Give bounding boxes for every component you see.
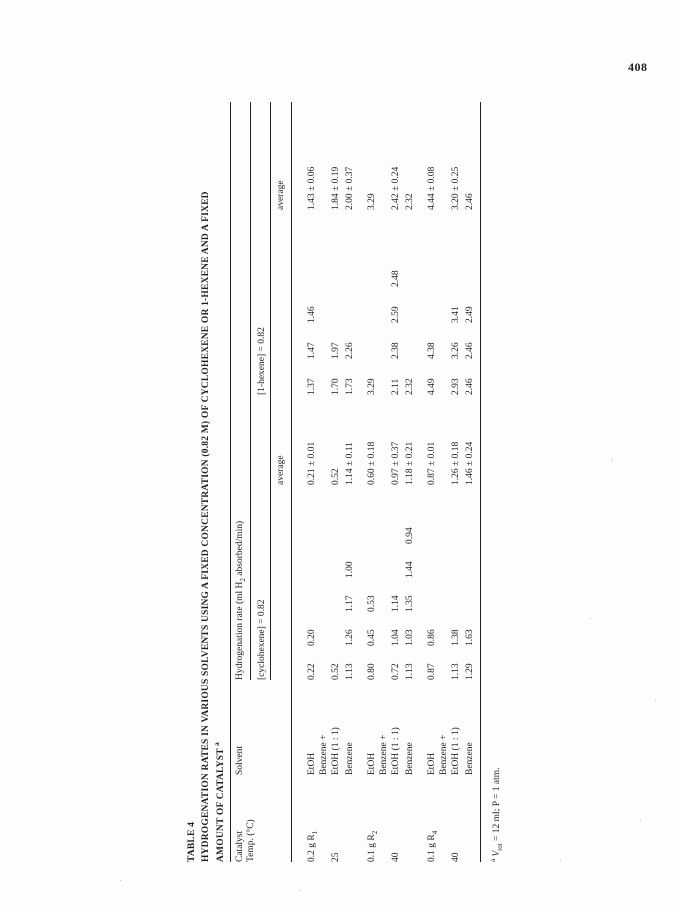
table-cell: 1.37 (307, 378, 317, 395)
bottom-rule (480, 102, 481, 862)
table-cell: 25 (331, 852, 341, 862)
table-cell: 1.26 ± 0.18 (451, 441, 461, 485)
table-cell: 0.22 (307, 663, 317, 680)
table-footnote: $^a$ $V_{tot} = 12$ ml; P = 1 atm. (489, 767, 505, 862)
table-cell: EtOH (307, 752, 317, 775)
table-cell: 1.44 (405, 561, 415, 578)
table-cell: EtOH (1 : 1) (331, 727, 341, 775)
table-cell: 2.00 ± 0.37 (345, 166, 355, 210)
table-cell: 2.38 (391, 342, 401, 359)
table-cell: 1.73 (345, 378, 355, 395)
table-cell: 0.52 (331, 468, 341, 485)
table-cell: 2.59 (391, 306, 401, 323)
col-catalyst: Catalyst (235, 830, 245, 862)
page-number: 408 (628, 60, 648, 74)
table-cell: 1.70 (331, 378, 341, 395)
col-solvent: Solvent (235, 745, 245, 775)
table-cell: 40 (451, 852, 461, 862)
table-cell: 3.29 (367, 378, 377, 395)
col-temp: Temp. (°C) (246, 819, 256, 862)
table-cell: 0.72 (391, 663, 401, 680)
table-cell: 3.41 (451, 306, 461, 323)
table-cell: 0.52 (331, 663, 341, 680)
table-cell: 0.80 (367, 663, 377, 680)
table-cell: 1.35 (405, 595, 415, 612)
table-cell: EtOH (427, 752, 437, 775)
table-cell: 1.46 (307, 306, 317, 323)
table-cell: 1.46 ± 0.24 (465, 441, 475, 485)
table-cell: 2.42 ± 0.24 (391, 166, 401, 210)
table-cell: 2.46 (465, 342, 475, 359)
table-cell: 2.46 (465, 378, 475, 395)
table-cell: 0.1 g $R_2$ (367, 830, 379, 862)
table-cell: 1.18 ± 0.21 (405, 441, 415, 485)
table-cell: Benzene (345, 742, 355, 775)
table-cell: 3.20 ± 0.25 (451, 166, 461, 210)
rotated-table (180, 100, 510, 870)
table-cell: 0.87 (427, 663, 437, 680)
table-cell: 4.49 (427, 378, 437, 395)
avg-hexene-header: average (276, 180, 286, 210)
table-cell: Benzene + (319, 734, 329, 775)
table-cell: 2.11 (391, 378, 401, 395)
table-cell: 0.97 ± 0.37 (391, 441, 401, 485)
table-cell: EtOH (367, 752, 377, 775)
group-hexene: [1-hexene] = 0.82 (257, 327, 267, 395)
table-cell: 2.93 (451, 378, 461, 395)
table-cell: 0.1 g $R_4$ (427, 830, 439, 862)
table-cell: 1.00 (345, 561, 355, 578)
table-cell: Benzene + (379, 734, 389, 775)
table-cell: 0.60 ± 0.18 (367, 441, 377, 485)
table-title-line1: HYDROGENATION RATES IN VARIOUS SOLVENTS USING A FIXED CONCENTRATION (0.82 M) OF CYCLOHEXENE OR 1-HEXENE AND A FIXED (201, 191, 211, 862)
table-cell: Benzene (405, 742, 415, 775)
table-cell: 2.32 (405, 378, 415, 395)
group-cyclohexene: [cyclohexene] = 0.82 (257, 599, 267, 680)
table-cell: 2.26 (345, 342, 355, 359)
table-cell: Benzene + (439, 734, 449, 775)
table-cell: 0.86 (427, 629, 437, 646)
table-cell: 3.29 (367, 193, 377, 210)
col-rate: Hydrogenation rate (ml $H_2$ absorbed/min) (235, 520, 247, 680)
table-cell: 0.87 ± 0.01 (427, 441, 437, 485)
table-cell: 1.03 (405, 629, 415, 646)
table-cell: 4.44 ± 0.08 (427, 166, 437, 210)
table-cell: 4.38 (427, 342, 437, 359)
table-cell: 1.13 (345, 663, 355, 680)
table-cell: 1.17 (345, 595, 355, 612)
table-cell: 0.2 g $R_1$ (307, 830, 319, 862)
table-cell: 1.38 (451, 629, 461, 646)
table-cell: 2.32 (405, 193, 415, 210)
avg-cyclohexene-header: average (276, 455, 286, 485)
table-cell: 40 (391, 852, 401, 862)
table-cell: 1.14 (391, 595, 401, 612)
table-cell: 0.94 (405, 527, 415, 544)
rate-rule (250, 102, 251, 680)
table-cell: 1.13 (405, 663, 415, 680)
table-cell: Benzene (465, 742, 475, 775)
header-bottom-rule (291, 102, 292, 862)
table-cell: 2.49 (465, 306, 475, 323)
table-cell: 0.45 (367, 629, 377, 646)
table-cell: 0.21 ± 0.01 (307, 441, 317, 485)
table-cell: EtOH (1 : 1) (451, 727, 461, 775)
table-cell: 1.43 ± 0.06 (307, 166, 317, 210)
table-cell: 3.26 (451, 342, 461, 359)
top-rule (230, 102, 231, 862)
table-cell: 1.13 (451, 663, 461, 680)
table-cell: 0.20 (307, 629, 317, 646)
table-cell: 1.47 (307, 342, 317, 359)
group-rule (270, 102, 271, 680)
table-cell: 1.63 (465, 629, 475, 646)
table-cell: 1.26 (345, 629, 355, 646)
table-cell: 2.48 (391, 270, 401, 287)
table-cell: 1.84 ± 0.19 (331, 166, 341, 210)
table-title-line2: AMOUNT OF CATALYST $^a$ (213, 742, 227, 862)
table-cell: 1.97 (331, 342, 341, 359)
table-cell: 1.29 (465, 663, 475, 680)
table-cell: 2.46 (465, 193, 475, 210)
table-cell: EtOH (1 : 1) (391, 727, 401, 775)
table-label: TABLE 4 (187, 821, 197, 862)
table-cell: 0.53 (367, 595, 377, 612)
table-cell: 1.14 ± 0.11 (345, 442, 355, 485)
table-cell: 1.04 (391, 629, 401, 646)
